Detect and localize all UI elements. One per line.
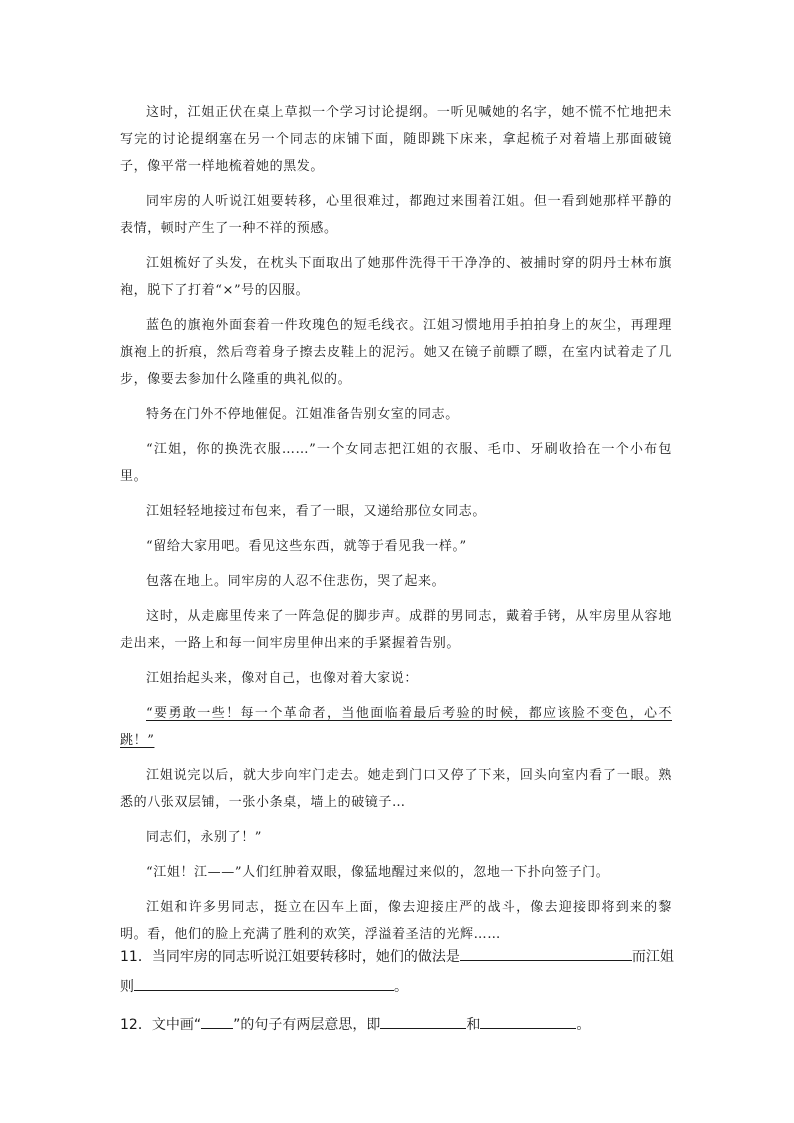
question-12-underline-sample: [201, 1011, 233, 1029]
question-12-blank-2[interactable]: [480, 1011, 576, 1029]
paragraph-11: 江姐抬起头来，像对自己，也像对着大家说：: [146, 671, 419, 686]
underlined-quote: “要勇敢一些！每一个革命者，当他面临着最后考验的时候，都应该脸不变色，心不跳！”: [120, 706, 672, 748]
paragraph-4: 蓝色的旗袍外面套着一件玫瑰色的短毛线衣。江姐习惯地用手拍拍身上的灰尘，再理理旗袍上的折痕，然后弯着身子擦去皮鞋上的泥污。她又在镜子前瞟了瞟，在室内试着走了几步，像要去参加什么隆重的典礼似的。: [120, 318, 672, 387]
paragraph-9: 包落在地上。同牢房的人忍不住悲伤，哭了起来。: [146, 574, 446, 589]
question-11: [120, 942, 680, 1002]
paragraph-14: 同志们，永别了！”: [146, 830, 263, 845]
question-12-text-4: 。: [576, 1017, 591, 1033]
question-11-blank-1[interactable]: [460, 943, 632, 961]
passage: [120, 99, 672, 956]
question-11-text-1: 11．当同牢房的同志听说江姐要转移时，她们的做法是: [120, 949, 460, 965]
paragraph-13: 江姐说完以后，就大步向牢门走去。她走到门口又停了下来，回头向室内看了一眼。熟悉的八张双层铺，一张小条桌，墙上的破镜子…: [120, 768, 672, 810]
paragraph-3: 江姐梳好了头发，在枕头下面取出了她那件洗得干干净净的、被捕时穿的阴丹士林布旗袍，脱下了打着“×”号的囚服。: [120, 256, 672, 298]
paragraph-5: 特务在门外不停地催促。江姐准备告别女室的同志。: [146, 407, 459, 422]
paragraph-16: 江姐和许多男同志，挺立在囚车上面，像去迎接庄严的战斗，像去迎接即将到来的黎明。看，他们的脸上充满了胜利的欢笑，浮溢着圣洁的光辉……: [120, 900, 672, 942]
question-12: [120, 1010, 680, 1040]
underlined-quote-paragraph: [120, 700, 672, 754]
paragraph-15: “江姐！江——”人们红肿着双眼，像猛地醒过来似的，忽地一下扑向签子门。: [146, 865, 610, 880]
question-12-blank-1[interactable]: [380, 1011, 466, 1029]
question-12-text-1: 12．文中画“: [120, 1017, 202, 1033]
question-12-text-3: 和: [466, 1017, 481, 1033]
question-11-text-2: 而江姐则: [120, 949, 674, 995]
paragraph-2: 同牢房的人听说江姐要转移，心里很难过，都跑过来围着江姐。但一看到她那样平静的表情，顿时产生了一种不祥的预感。: [120, 194, 672, 236]
paragraph-1: 这时，江姐正伏在桌上草拟一个学习讨论提纲。一听见喊她的名字，她不慌不忙地把未写完的讨论提纲塞在另一个同志的床铺下面，随即跳下床来，拿起梳子对着墙上那面破镜子，像平常一样地梳着她的黑发。: [120, 105, 672, 174]
question-11-text-3: 。: [394, 979, 408, 995]
paragraph-8: “留给大家用吧。看见这些东西，就等于看见我一样。”: [146, 539, 467, 554]
paragraph-6: “江姐，你的换洗衣服……”一个女同志把江姐的衣服、毛巾、牙刷收拾在一个小布包里。: [120, 442, 672, 484]
paragraph-10: 这时，从走廊里传来了一阵急促的脚步声。成群的男同志，戴着手铐，从牢房里从容地走出来，一路上和每一间牢房里伸出来的手紧握着告别。: [120, 609, 672, 651]
question-11-blank-2[interactable]: [134, 973, 394, 991]
paragraph-7: 江姐轻轻地接过布包来，看了一眼，又递给那位女同志。: [146, 504, 487, 519]
question-12-text-2: ”的句子有两层意思，即: [233, 1017, 381, 1033]
questions: [120, 942, 680, 1048]
